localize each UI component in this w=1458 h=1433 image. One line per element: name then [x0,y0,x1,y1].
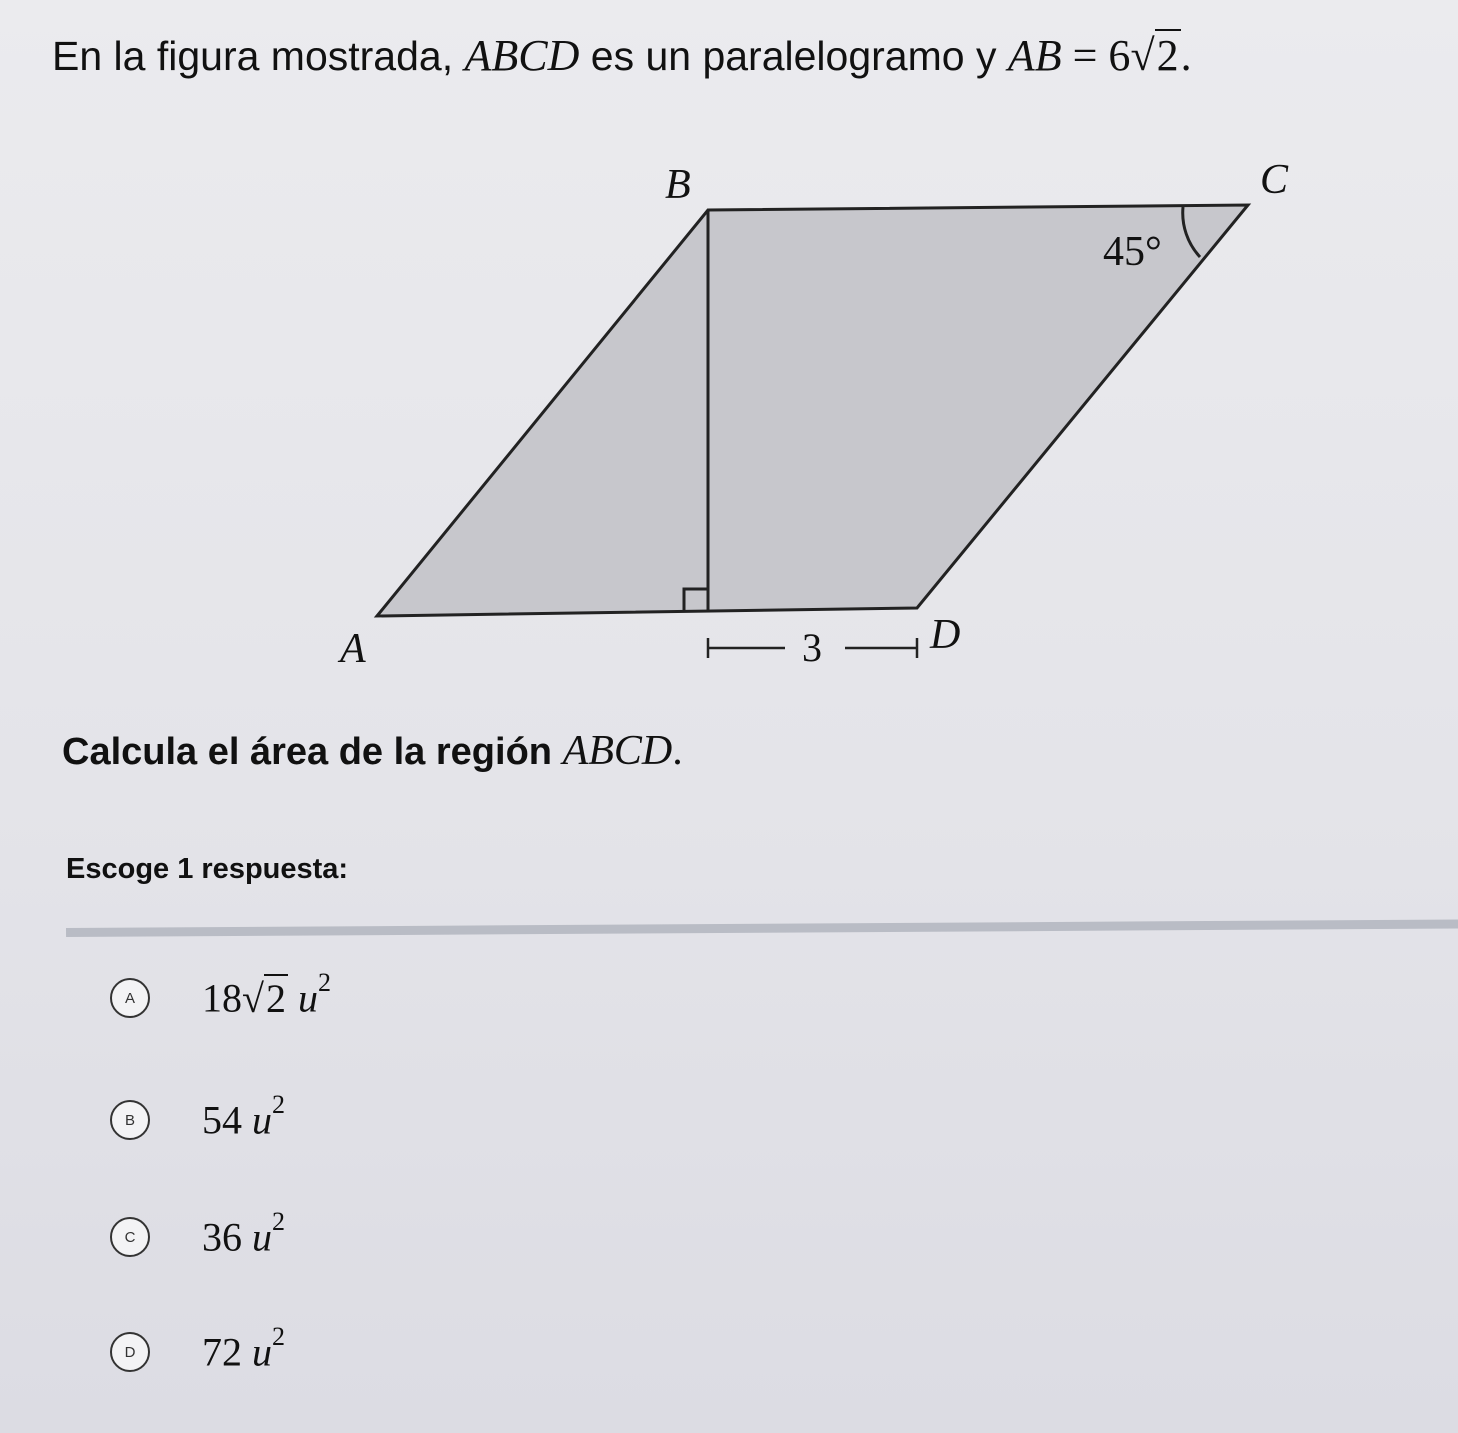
option-a[interactable] [110,968,710,1028]
parallelogram-figure [0,0,1458,700]
question-end: . [672,728,683,774]
option-d-text [202,1322,285,1375]
option-b-exponent: 2 [272,1090,285,1120]
option-a-sqrt: √2 [242,975,286,1021]
option-d-unit: u [252,1329,272,1375]
prompt-end: . [1180,31,1192,80]
option-a-exponent: 2 [317,968,331,998]
question-prefix: Calcula el área de la región [62,731,563,773]
option-c-coefficient: 36 [202,1214,242,1260]
divider [66,919,1458,937]
prompt-middle: es un paralelogramo y [579,33,1008,79]
angle-label: 45° [1103,229,1162,275]
option-a-unit: u [297,975,318,1021]
option-b-coefficient: 54 [202,1097,242,1143]
option-c[interactable] [110,1207,710,1267]
option-b-badge: B [110,1100,150,1140]
question-shape: ABCD [562,728,673,774]
prompt-lhs: AB [1007,31,1062,80]
option-a-badge: A [110,978,150,1018]
dimension-label: 3 [802,625,822,670]
prompt-equals: = 6 [1061,31,1131,80]
option-d-exponent: 2 [272,1322,285,1352]
vertex-label-a: A [340,626,366,672]
option-c-text [202,1207,285,1260]
vertex-label-c: C [1260,157,1289,203]
option-c-exponent: 2 [272,1207,285,1237]
option-b-text [202,1090,285,1143]
option-d[interactable] [110,1322,710,1382]
option-b[interactable] [110,1090,710,1150]
vertex-label-b: B [665,162,691,208]
option-a-text [202,968,331,1021]
option-c-badge: C [110,1217,150,1257]
option-d-coefficient: 72 [202,1329,242,1375]
prompt-sqrt: √2 [1130,31,1179,80]
option-b-unit: u [252,1097,272,1143]
option-d-badge: D [110,1332,150,1372]
option-a-coefficient: 18 [202,975,242,1021]
vertex-label-d: D [930,612,961,658]
prompt-shape: ABCD [464,31,580,80]
option-c-unit: u [252,1214,272,1260]
question-text [62,727,683,775]
prompt-radicand: 2 [1156,31,1179,80]
prompt-prefix: En la figura mostrada, [52,33,465,79]
answer-instruction: Escoge 1 respuesta: [66,853,349,885]
option-a-radicand: 2 [265,975,286,1021]
